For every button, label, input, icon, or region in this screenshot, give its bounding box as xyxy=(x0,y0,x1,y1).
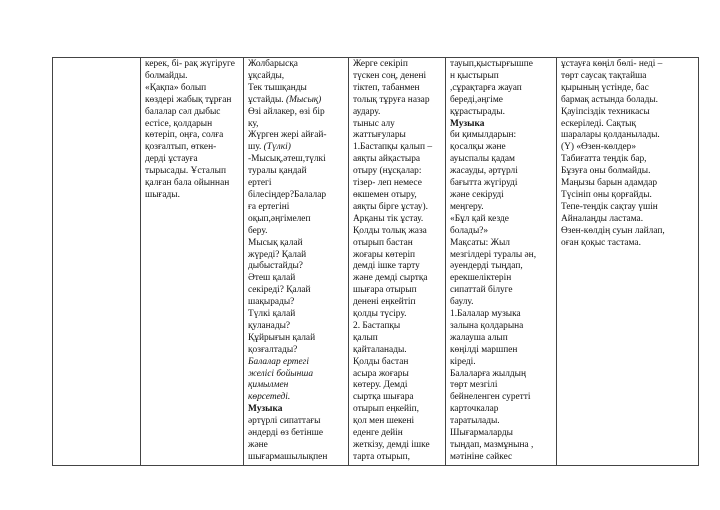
cell-text-line xyxy=(248,369,345,381)
cell-text-line xyxy=(145,130,240,142)
cell-text-line xyxy=(561,202,695,214)
text-run: сипаттай білуге xyxy=(450,285,513,296)
cell-text-line xyxy=(450,119,553,131)
text-run: Әтеш қалай xyxy=(248,273,296,284)
cell-text-line xyxy=(353,392,442,404)
table-cell-breathing-exercises xyxy=(349,58,446,466)
text-run: тыңдап, мазмұнына , xyxy=(450,440,534,450)
text-run: мәтініне сәйкес xyxy=(450,451,513,462)
text-run: естісе, қолдарын xyxy=(145,118,213,129)
section-heading: Музыка xyxy=(450,118,485,129)
cell-text-line xyxy=(145,71,240,83)
text-run: түскен соң, денені xyxy=(353,70,427,81)
table-cell-game-description xyxy=(141,58,244,466)
text-run: отырып бастан xyxy=(353,237,413,248)
cell-text-line xyxy=(353,380,442,392)
italic-text-run: желісі бойынша xyxy=(248,368,314,379)
cell-text-line xyxy=(450,142,553,154)
cell-text-line xyxy=(353,202,442,214)
text-run: қалып xyxy=(353,332,378,343)
cell-text-line xyxy=(561,71,695,83)
italic-text-run: (Түлкі) xyxy=(263,142,291,153)
text-run: дыбыстайды? xyxy=(248,261,303,272)
cell-text-line xyxy=(450,416,553,428)
cell-text-line xyxy=(353,130,442,142)
cell-text-line xyxy=(450,392,553,404)
cell-text-line xyxy=(353,142,442,154)
text-run: бейнеленген суретті xyxy=(450,392,531,403)
text-run: Мақсаты: Жыл xyxy=(450,237,510,248)
text-run: Бұзуға оны болмайды. xyxy=(561,166,651,177)
text-run: Өзі айлакер, өзі бір xyxy=(248,106,325,117)
cell-text-line xyxy=(353,190,442,202)
cell-text-line xyxy=(353,285,442,297)
cell-text-line xyxy=(248,261,345,273)
text-run: Маңызы барын адамдар xyxy=(561,178,658,189)
text-run: қозғалтып, өткен- xyxy=(145,142,217,153)
text-run: Айналаңды ластама. xyxy=(561,213,644,224)
text-run: еденге дейін xyxy=(353,428,403,439)
text-run: Мысық қалай xyxy=(248,237,303,248)
text-run: құрастырады. xyxy=(450,106,505,117)
table-cell-music-activity xyxy=(446,58,557,466)
text-run: «Қақпа» болып xyxy=(145,82,207,93)
text-run: денені еңкейтіп xyxy=(353,297,416,308)
cell-text-line xyxy=(353,71,442,83)
cell-text-line xyxy=(353,404,442,416)
cell-text-line xyxy=(248,154,345,166)
cell-text-line xyxy=(248,452,345,464)
text-run: керек, бі- рақ жүгіруге xyxy=(145,59,235,69)
text-run: жеткізу, демді ішке xyxy=(353,440,430,450)
cell-text-line xyxy=(248,226,345,238)
text-run: ,сұрақтарға жауап xyxy=(450,82,522,93)
cell-text-line xyxy=(450,297,553,309)
text-run: мезгілдері туралы ән, xyxy=(450,249,537,260)
text-run: жоғары көтеріп xyxy=(353,249,416,260)
table-cell-empty xyxy=(53,58,141,466)
text-run: Шығармаларды xyxy=(450,428,513,439)
text-run: Түлкі қалай xyxy=(248,309,296,320)
cell-text-line xyxy=(450,238,553,250)
text-run: 1.Балалар музыка xyxy=(450,309,521,320)
cell-text-line xyxy=(248,297,345,309)
cell-text-line xyxy=(450,309,553,321)
text-run: тауып,қыстырғышпе xyxy=(450,59,533,69)
cell-text-line xyxy=(353,297,442,309)
cell-text-line xyxy=(353,452,442,464)
cell-text-line xyxy=(353,154,442,166)
text-run: тіктеп, табанмен xyxy=(353,82,420,93)
cell-text-line xyxy=(248,130,345,142)
cell-text-line xyxy=(248,107,345,119)
cell-text-line xyxy=(450,83,553,95)
cell-text-line xyxy=(248,440,345,452)
text-run: тізер- леп немесе xyxy=(353,178,422,189)
cell-text-line xyxy=(450,250,553,262)
text-run: аяқты бірге ұстау). xyxy=(353,201,428,212)
cell-text-line xyxy=(450,178,553,190)
text-run: шығады. xyxy=(145,189,180,200)
text-run: жаттығулары xyxy=(353,130,406,141)
cell-text-line xyxy=(353,416,442,428)
text-run: көздері жабық тұрған xyxy=(145,94,232,105)
cell-text-line xyxy=(353,59,442,71)
text-run: және секіруді xyxy=(450,189,504,200)
cell-text-line xyxy=(248,250,345,262)
cell-text-line xyxy=(145,154,240,166)
cell-text-line xyxy=(450,333,553,345)
cell-text-line xyxy=(248,166,345,178)
text-run: Тепе-теңдік сақтау үшін xyxy=(561,201,658,212)
cell-text-line xyxy=(248,416,345,428)
text-run: залына қолдарына xyxy=(450,320,524,331)
cell-text-line xyxy=(450,285,553,297)
cell-text-line xyxy=(450,59,553,71)
text-run: тарта отырып, xyxy=(353,451,410,462)
cell-text-line xyxy=(353,333,442,345)
text-run: шаралары қолданылады. xyxy=(561,130,660,141)
text-run: толық тұруға назар xyxy=(353,94,430,105)
cell-text-line xyxy=(353,321,442,333)
text-run: ауыспалы қадам xyxy=(450,154,515,165)
text-run: Құйрығын қалай xyxy=(248,332,316,343)
cell-text-line xyxy=(353,119,442,131)
text-run: өкшемен отыру, xyxy=(353,189,417,200)
text-run: Балаларға жылдың xyxy=(450,368,526,379)
text-run: білесіңдер?Балалар xyxy=(248,189,327,200)
table-cell-riddles-and-music xyxy=(244,58,349,466)
cell-text-line xyxy=(450,214,553,226)
text-run: көтеріп, оңға, солға xyxy=(145,130,224,141)
text-run: қырының үстінде, бас xyxy=(561,82,649,93)
italic-text-run: Балалар ертегі xyxy=(248,356,309,367)
text-run: кіреді. xyxy=(450,356,476,367)
text-run: меңгеру. xyxy=(450,201,484,212)
cell-text-line xyxy=(353,95,442,107)
cell-text-line xyxy=(145,83,240,95)
cell-text-line xyxy=(248,238,345,250)
cell-text-line xyxy=(145,142,240,154)
cell-text-line xyxy=(561,59,695,71)
text-run: Тек тышқанды xyxy=(248,82,307,93)
text-run: аяқты айқастыра xyxy=(353,154,421,165)
cell-text-line xyxy=(450,95,553,107)
cell-text-line xyxy=(353,428,442,440)
cell-text-line xyxy=(248,357,345,369)
text-run: жүреді? Қалай xyxy=(248,249,307,260)
cell-text-line xyxy=(248,83,345,95)
text-run: ұстайды. xyxy=(248,94,286,105)
cell-text-line xyxy=(248,321,345,333)
cell-text-line xyxy=(353,440,442,452)
cell-text-line xyxy=(353,166,442,178)
cell-text-line xyxy=(248,273,345,285)
text-run: сыртқа шығара xyxy=(353,392,414,403)
text-run: «Бұл қай кезде xyxy=(450,213,509,224)
text-run: және демді сыртқа xyxy=(353,273,428,284)
cell-text-line xyxy=(561,154,695,166)
cell-text-line xyxy=(450,130,553,142)
cell-text-line xyxy=(248,119,345,131)
cell-text-line xyxy=(248,380,345,392)
cell-text-line xyxy=(248,285,345,297)
text-run: ға ертегіні xyxy=(248,201,290,212)
text-run: Қауіпсіздік техникасы xyxy=(561,106,650,117)
text-run: Қолды бастан xyxy=(353,356,409,367)
cell-text-line xyxy=(145,95,240,107)
text-run: береді,әңгіме xyxy=(450,94,503,105)
text-run: туралы қандай xyxy=(248,166,307,177)
text-run: болады?» xyxy=(450,225,489,236)
italic-text-run: көрсетеді. xyxy=(248,392,291,403)
text-run: -Мысық,әтеш,түлкі xyxy=(248,154,326,165)
cell-text-line xyxy=(561,214,695,226)
cell-text-line xyxy=(561,95,695,107)
cell-text-line xyxy=(248,71,345,83)
cell-text-line xyxy=(248,190,345,202)
text-run: шығара отырып xyxy=(353,285,417,296)
text-run: секіреді? Қалай xyxy=(248,285,311,296)
text-run: (Ү) «Өзен-көлдер» xyxy=(561,142,637,153)
text-run: аудару. xyxy=(353,106,381,117)
cell-text-line xyxy=(248,345,345,357)
cell-text-line xyxy=(450,452,553,464)
text-run: әртүрлі сипаттағы xyxy=(248,416,321,427)
text-run: таратылады. xyxy=(450,416,500,427)
cell-text-line xyxy=(248,428,345,440)
cell-text-line xyxy=(561,226,695,238)
cell-text-line xyxy=(248,142,345,154)
cell-text-line xyxy=(450,404,553,416)
cell-text-line xyxy=(561,190,695,202)
section-heading: Музыка xyxy=(248,404,283,415)
text-run: би қимылдарын: xyxy=(450,130,517,141)
text-run: 1.Бастапқы қалып – xyxy=(353,142,433,153)
cell-text-line xyxy=(145,119,240,131)
cell-text-line xyxy=(248,178,345,190)
cell-text-line xyxy=(353,178,442,190)
cell-text-line xyxy=(145,107,240,119)
cell-text-line xyxy=(450,273,553,285)
cell-text-line xyxy=(353,345,442,357)
table-row xyxy=(53,58,699,466)
cell-text-line xyxy=(353,107,442,119)
text-run: көңілді маршпен xyxy=(450,344,518,355)
text-run: н қыстырып xyxy=(450,70,499,81)
text-run: Арқаны тік ұстау. xyxy=(353,213,424,224)
cell-text-line xyxy=(353,357,442,369)
text-run: шу. xyxy=(248,142,264,153)
cell-text-line xyxy=(353,83,442,95)
text-run: қолды түсіру. xyxy=(353,309,407,320)
cell-text-line xyxy=(561,107,695,119)
text-run: Өзен-көлдің суын лайлап, xyxy=(561,225,665,236)
cell-text-line xyxy=(450,107,553,119)
text-run: Жерге секіріп xyxy=(353,59,408,69)
cell-text-line xyxy=(248,59,345,71)
cell-text-line xyxy=(450,440,553,452)
text-run: тырысады. Ұсталып xyxy=(145,166,226,177)
text-run: Жолбарысқа xyxy=(248,59,298,69)
text-run: болмайды. xyxy=(145,70,188,81)
cell-text-line xyxy=(450,380,553,392)
text-run: оған қоқыс тастама. xyxy=(561,237,641,248)
text-run: асыра жоғары xyxy=(353,368,409,379)
cell-text-line xyxy=(248,392,345,404)
cell-text-line xyxy=(145,190,240,202)
text-run: Табиғатта теңдік бар, xyxy=(561,154,647,165)
cell-text-line xyxy=(561,119,695,131)
cell-text-line xyxy=(353,273,442,285)
cell-text-line xyxy=(450,428,553,440)
cell-text-line xyxy=(145,178,240,190)
text-run: шақырады? xyxy=(248,297,295,308)
cell-text-line xyxy=(450,202,553,214)
text-run: қосалқы және xyxy=(450,142,506,153)
cell-text-line xyxy=(248,202,345,214)
cell-text-line xyxy=(353,369,442,381)
text-run: қайталанады. xyxy=(353,344,407,355)
text-run: Түсініп оны қорғайды. xyxy=(561,189,652,200)
text-run: және xyxy=(248,440,268,450)
text-run: ертегі xyxy=(248,178,272,189)
cell-text-line xyxy=(561,142,695,154)
text-run: 2. Бастапқы xyxy=(353,320,401,331)
cell-text-line xyxy=(450,226,553,238)
text-run: отыру (нұсқалар: xyxy=(353,166,422,177)
text-run: беру. xyxy=(248,225,268,236)
cell-text-line xyxy=(450,71,553,83)
cell-text-line xyxy=(248,95,345,107)
text-run: демді ішке тарту xyxy=(353,261,420,272)
text-run: әндерді өз бетінше xyxy=(248,428,324,439)
cell-text-line xyxy=(450,261,553,273)
cell-text-line xyxy=(248,214,345,226)
text-run: қол мен шекені xyxy=(353,416,415,427)
text-run: Қолды толық жаза xyxy=(353,225,427,236)
text-run: ку, xyxy=(248,118,259,129)
cell-text-line xyxy=(450,190,553,202)
text-run: ұқсайды, xyxy=(248,70,285,81)
cell-text-line xyxy=(353,226,442,238)
table-cell-safety-and-poem xyxy=(557,58,699,466)
cell-text-line xyxy=(353,214,442,226)
text-run: шығармашылықпен xyxy=(248,451,328,462)
text-run: ескеріледі. Сақтық xyxy=(561,118,637,129)
text-run: қозғалтады? xyxy=(248,344,298,355)
text-run: қуланады? xyxy=(248,320,291,331)
cell-text-line xyxy=(561,166,695,178)
cell-text-line xyxy=(248,309,345,321)
italic-text-run: қимылмен xyxy=(248,380,289,391)
lesson-plan-table xyxy=(52,57,699,466)
cell-text-line xyxy=(353,261,442,273)
cell-text-line xyxy=(450,345,553,357)
text-run: жасауды, әртүрлі xyxy=(450,166,518,177)
text-run: көтеру. Демді xyxy=(353,380,408,391)
cell-text-line xyxy=(353,238,442,250)
text-run: ерекшеліктерін xyxy=(450,273,512,284)
text-run: әуендерді тыңдап, xyxy=(450,261,523,272)
cell-text-line xyxy=(561,83,695,95)
text-run: қалған бала ойыннан xyxy=(145,178,230,189)
text-run: карточкалар xyxy=(450,404,499,415)
cell-text-line xyxy=(353,309,442,321)
text-run: бармақ астында болады. xyxy=(561,94,658,105)
text-run: баулу. xyxy=(450,297,474,308)
text-run: балалар сәл дыбыс xyxy=(145,106,221,117)
text-run: төрт мезгілі xyxy=(450,380,498,391)
cell-text-line xyxy=(450,166,553,178)
cell-text-line xyxy=(248,333,345,345)
text-run: Жүрген жері айғай- xyxy=(248,130,327,141)
cell-text-line xyxy=(561,130,695,142)
cell-text-line xyxy=(450,369,553,381)
cell-text-line xyxy=(561,178,695,190)
text-run: дерді ұстауға xyxy=(145,154,198,165)
text-run: төрт саусақ тақтайша xyxy=(561,70,647,81)
cell-text-line xyxy=(248,404,345,416)
text-run: жалауша алып xyxy=(450,332,508,343)
text-run: отырып еңкейіп, xyxy=(353,404,419,415)
cell-text-line xyxy=(353,250,442,262)
italic-text-run: (Мысық) xyxy=(286,94,322,105)
cell-text-line xyxy=(145,166,240,178)
text-run: тыныс алу xyxy=(353,118,395,129)
cell-text-line xyxy=(450,154,553,166)
cell-text-line xyxy=(450,321,553,333)
text-run: ұстауға көңіл бөлі- неді – xyxy=(561,59,663,69)
cell-text-line xyxy=(450,357,553,369)
text-run: оқып,әңгімелеп xyxy=(248,213,311,224)
cell-text-line xyxy=(145,59,240,71)
cell-text-line xyxy=(561,238,695,250)
text-run: бағытта жүгіруді xyxy=(450,178,518,189)
